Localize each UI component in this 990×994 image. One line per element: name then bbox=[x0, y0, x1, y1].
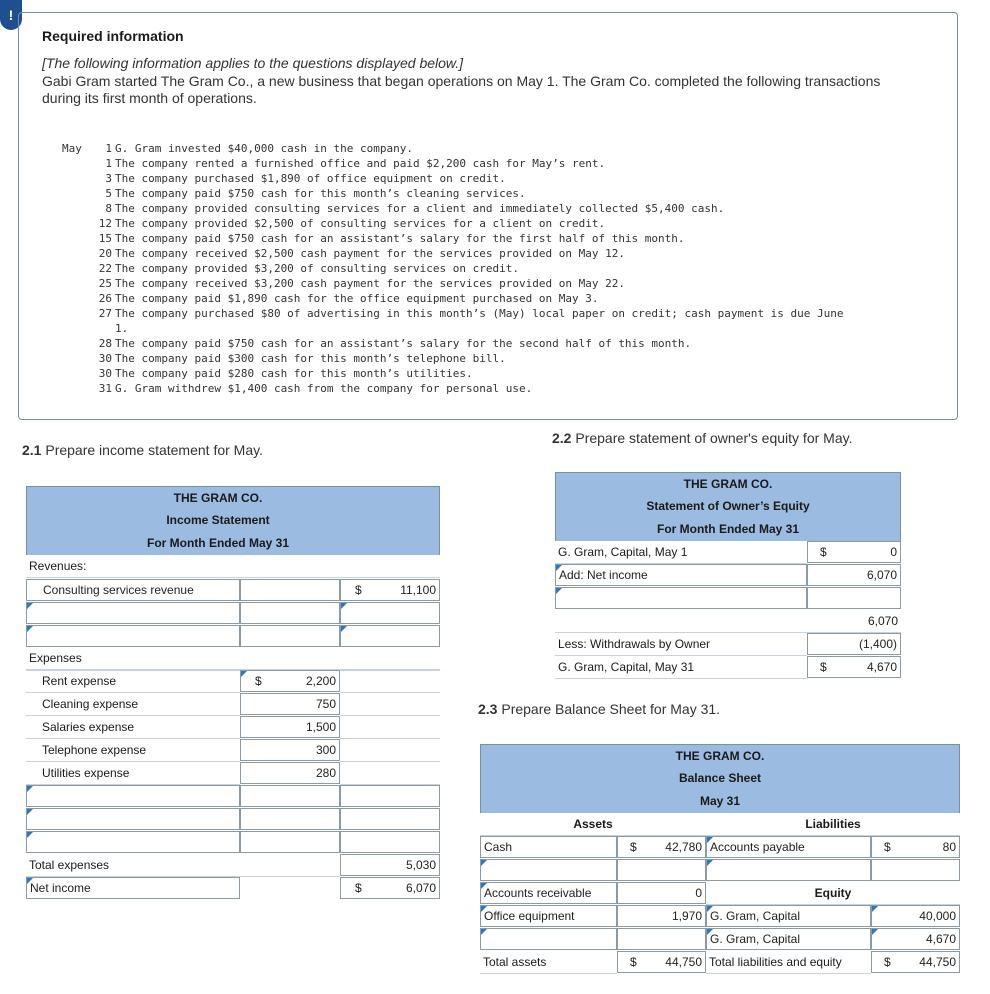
transaction-day: 12 bbox=[98, 217, 112, 230]
equity-row-label[interactable] bbox=[555, 587, 807, 609]
equity-row-label: Less: Withdrawals by Owner bbox=[555, 633, 807, 656]
assets-header: Assets bbox=[480, 813, 706, 836]
expense-extra-total-3[interactable] bbox=[340, 831, 440, 853]
transaction-day: 1 bbox=[105, 157, 112, 170]
transaction-day: 5 bbox=[105, 187, 112, 200]
asset-extra-amount-2[interactable] bbox=[617, 928, 706, 950]
transaction-text: The company provided $3,200 of consulting services on credit. bbox=[115, 262, 519, 275]
ap-label-field[interactable]: Accounts payable bbox=[706, 836, 871, 858]
equity-row-label bbox=[555, 610, 807, 633]
transaction-text: The company paid $280 cash for this month’s utilities. bbox=[115, 367, 473, 380]
capital-label-field-1[interactable]: G. Gram, Capital bbox=[706, 905, 871, 927]
transaction-text: G. Gram invested $40,000 cash in the company. bbox=[115, 142, 414, 155]
expenses-label: Expenses bbox=[26, 647, 440, 670]
transaction-day: 30 bbox=[98, 367, 112, 380]
expense-label: Cleaning expense bbox=[26, 693, 240, 716]
expense-amount-field[interactable]: 1,500 bbox=[240, 716, 340, 738]
info-heading: Required information bbox=[42, 28, 184, 44]
expense-amount-field[interactable]: 750 bbox=[240, 693, 340, 715]
revenue-extra-sub-2[interactable] bbox=[240, 625, 340, 647]
transaction-row bbox=[92, 336, 691, 351]
ar-amount-field[interactable]: 0 bbox=[617, 882, 706, 904]
transaction-day: 22 bbox=[98, 262, 112, 275]
transaction-text: The company provided consulting services for a client and immediately collected $5,400 cash. bbox=[115, 202, 725, 215]
transaction-row bbox=[92, 231, 685, 246]
transaction-text: The company paid $750 cash for this month’s cleaning services. bbox=[115, 187, 526, 200]
transaction-row bbox=[92, 141, 413, 156]
revenue-subtotal-field[interactable] bbox=[240, 579, 340, 601]
total-expenses-blank bbox=[240, 854, 340, 877]
equity-row-amount: 6,070 bbox=[807, 610, 901, 633]
total-expenses-field[interactable]: 5,030 bbox=[340, 854, 440, 876]
balance-statement-title: Balance Sheet bbox=[480, 767, 960, 790]
equity-row-amount[interactable] bbox=[807, 587, 901, 609]
transaction-row bbox=[92, 351, 506, 366]
transaction-row bbox=[92, 291, 598, 306]
transaction-day: 8 bbox=[105, 202, 112, 215]
revenue-item-field[interactable]: Consulting services revenue bbox=[26, 579, 240, 601]
revenue-extra-amount-1[interactable] bbox=[340, 602, 440, 624]
capital-amount-field-1[interactable]: 40,000 bbox=[871, 905, 960, 927]
balance-company: THE GRAM CO. bbox=[480, 744, 960, 767]
total-assets-field[interactable]: $ 44,750 bbox=[617, 951, 706, 973]
cash-label-field[interactable]: Cash bbox=[480, 836, 617, 858]
asset-extra-field[interactable] bbox=[480, 859, 617, 881]
equity-row-label: G. Gram, Capital, May 31 bbox=[555, 656, 807, 679]
transaction-day: 20 bbox=[98, 247, 112, 260]
liability-extra-amount[interactable] bbox=[871, 859, 960, 881]
asset-extra-field-2[interactable] bbox=[480, 928, 617, 950]
income-company: THE GRAM CO. bbox=[26, 486, 440, 509]
expense-extra-total-1[interactable] bbox=[340, 785, 440, 807]
total-expenses-label: Total expenses bbox=[26, 854, 240, 877]
transaction-day: 27 bbox=[98, 307, 112, 320]
transaction-row bbox=[92, 186, 526, 201]
total-assets-label: Total assets bbox=[480, 951, 617, 974]
alert-icon: ! bbox=[0, 0, 22, 30]
transaction-day: 25 bbox=[98, 277, 112, 290]
expense-amount-field[interactable]: 280 bbox=[240, 762, 340, 784]
transaction-text: The company purchased $1,890 of office equipment on credit. bbox=[115, 172, 506, 185]
balance-sheet-body bbox=[480, 813, 960, 989]
expense-extra-amount-2[interactable] bbox=[240, 808, 340, 830]
transaction-text: The company received $2,500 cash payment for the services provided on May 12. bbox=[115, 247, 625, 260]
oe-label-field[interactable]: Office equipment bbox=[480, 905, 617, 927]
expense-total-blank bbox=[340, 670, 440, 693]
transaction-row bbox=[92, 381, 532, 396]
income-period: For Month Ended May 31 bbox=[26, 532, 440, 555]
transaction-day: 15 bbox=[98, 232, 112, 245]
cash-amount-field[interactable]: $ 42,780 bbox=[617, 836, 706, 858]
capital-amount-field-2[interactable]: 4,670 bbox=[871, 928, 960, 950]
income-section-title: 2.1 Prepare income statement for May. bbox=[22, 442, 263, 458]
equity-statement-title: Statement of Owner’s Equity bbox=[555, 495, 901, 518]
expense-amount-field[interactable]: $ 2,200 bbox=[240, 670, 340, 692]
transaction-text: G. Gram withdrew $1,400 cash from the company for personal use. bbox=[115, 382, 533, 395]
transaction-row bbox=[92, 156, 605, 171]
expense-total-blank bbox=[340, 762, 440, 785]
transaction-text: The company paid $300 cash for this month’s telephone bill. bbox=[115, 352, 506, 365]
equity-row-amount[interactable]: (1,400) bbox=[807, 633, 901, 655]
expense-label: Rent expense bbox=[26, 670, 240, 693]
transaction-row bbox=[92, 276, 625, 291]
transaction-row bbox=[92, 171, 506, 186]
expense-amount-field[interactable]: 300 bbox=[240, 739, 340, 761]
ar-label-field[interactable]: Accounts receivable bbox=[480, 882, 617, 904]
revenue-extra-field-1[interactable] bbox=[26, 602, 240, 624]
transaction-row bbox=[92, 366, 473, 381]
equity-row-amount[interactable]: $ 4,670 bbox=[807, 656, 901, 678]
ap-amount-field[interactable]: $ 80 bbox=[871, 836, 960, 858]
equity-row-label: G. Gram, Capital, May 1 bbox=[555, 541, 807, 564]
transaction-row bbox=[92, 261, 519, 276]
transaction-day: 1 bbox=[105, 142, 112, 155]
expense-total-blank bbox=[340, 716, 440, 739]
transaction-month: May bbox=[62, 142, 82, 155]
expense-label: Utilities expense bbox=[26, 762, 240, 785]
transaction-day: 28 bbox=[98, 337, 112, 350]
revenue-extra-amount-2[interactable] bbox=[340, 625, 440, 647]
equity-row-amount[interactable]: 6,070 bbox=[807, 564, 901, 586]
expense-extra-field-3[interactable] bbox=[26, 831, 240, 853]
expense-label: Telephone expense bbox=[26, 739, 240, 762]
transaction-day: 3 bbox=[105, 172, 112, 185]
revenues-label: Revenues: bbox=[26, 555, 440, 578]
info-intro: Gabi Gram started The Gram Co., a new business that began operations on May 1. The Gram Co. completed the following transactions during its first month of operations. bbox=[42, 73, 881, 106]
net-income-label-field[interactable]: Net income bbox=[26, 877, 240, 899]
equity-section-title: 2.2 Prepare statement of owner's equity for May. bbox=[552, 430, 853, 446]
equity-row-label[interactable]: Add: Net income bbox=[555, 564, 807, 586]
net-income-field[interactable]: $ 6,070 bbox=[340, 877, 440, 899]
transaction-text: The company purchased $80 of advertising in this month’s (May) local paper on credit; cash payment is due June bbox=[115, 307, 844, 320]
transaction-row bbox=[92, 201, 724, 216]
balance-date: May 31 bbox=[480, 790, 960, 813]
transaction-text: 1. bbox=[115, 322, 129, 335]
expense-extra-field-2[interactable] bbox=[26, 808, 240, 830]
expense-total-blank bbox=[340, 739, 440, 762]
expense-extra-amount-1[interactable] bbox=[240, 785, 340, 807]
balance-section-title: 2.3 Prepare Balance Sheet for May 31. bbox=[478, 701, 721, 717]
liabilities-header: Liabilities bbox=[706, 813, 960, 836]
total-liabilities-equity-field[interactable]: $ 44,750 bbox=[871, 951, 960, 973]
liability-extra-field[interactable] bbox=[706, 859, 871, 881]
asset-extra-amount[interactable] bbox=[617, 859, 706, 881]
transaction-text: The company provided $2,500 of consulting services for a client on credit. bbox=[115, 217, 606, 230]
transaction-text: The company paid $750 cash for an assistant’s salary for the second half of this month. bbox=[115, 337, 692, 350]
net-income-blank bbox=[240, 877, 340, 900]
total-liabilities-equity-label: Total liabilities and equity bbox=[706, 951, 871, 974]
equity-company: THE GRAM CO. bbox=[555, 472, 901, 495]
equity-header: Equity bbox=[706, 882, 960, 905]
revenue-extra-field-2[interactable] bbox=[26, 625, 240, 647]
equity-period: For Month Ended May 31 bbox=[555, 518, 901, 541]
income-statement-title: Income Statement bbox=[26, 509, 440, 532]
transaction-row bbox=[92, 321, 128, 336]
oe-amount-field[interactable]: 1,970 bbox=[617, 905, 706, 927]
transaction-text: The company paid $750 cash for an assistant’s salary for the first half of this month. bbox=[115, 232, 685, 245]
revenue-extra-sub-1[interactable] bbox=[240, 602, 340, 624]
transaction-row bbox=[92, 216, 605, 231]
transaction-row bbox=[92, 246, 625, 261]
transaction-row bbox=[92, 306, 843, 321]
transaction-day: 30 bbox=[98, 352, 112, 365]
transaction-day: 31 bbox=[98, 382, 112, 395]
info-note: [The following information applies to the questions displayed below.] bbox=[42, 55, 464, 71]
expense-label: Salaries expense bbox=[26, 716, 240, 739]
expense-total-blank bbox=[340, 693, 440, 716]
expense-extra-amount-3[interactable] bbox=[240, 831, 340, 853]
revenue-amount-field[interactable]: $ 11,100 bbox=[340, 579, 440, 601]
capital-label-field-2[interactable]: G. Gram, Capital bbox=[706, 928, 871, 950]
expense-extra-field-1[interactable] bbox=[26, 785, 240, 807]
transaction-text: The company received $3,200 cash payment for the services provided on May 22. bbox=[115, 277, 625, 290]
expense-extra-total-2[interactable] bbox=[340, 808, 440, 830]
transaction-day: 26 bbox=[98, 292, 112, 305]
equity-row-amount[interactable]: $ 0 bbox=[807, 541, 901, 563]
transaction-text: The company paid $1,890 cash for the office equipment purchased on May 3. bbox=[115, 292, 599, 305]
transaction-text: The company rented a furnished office and paid $2,200 cash for May’s rent. bbox=[115, 157, 606, 170]
